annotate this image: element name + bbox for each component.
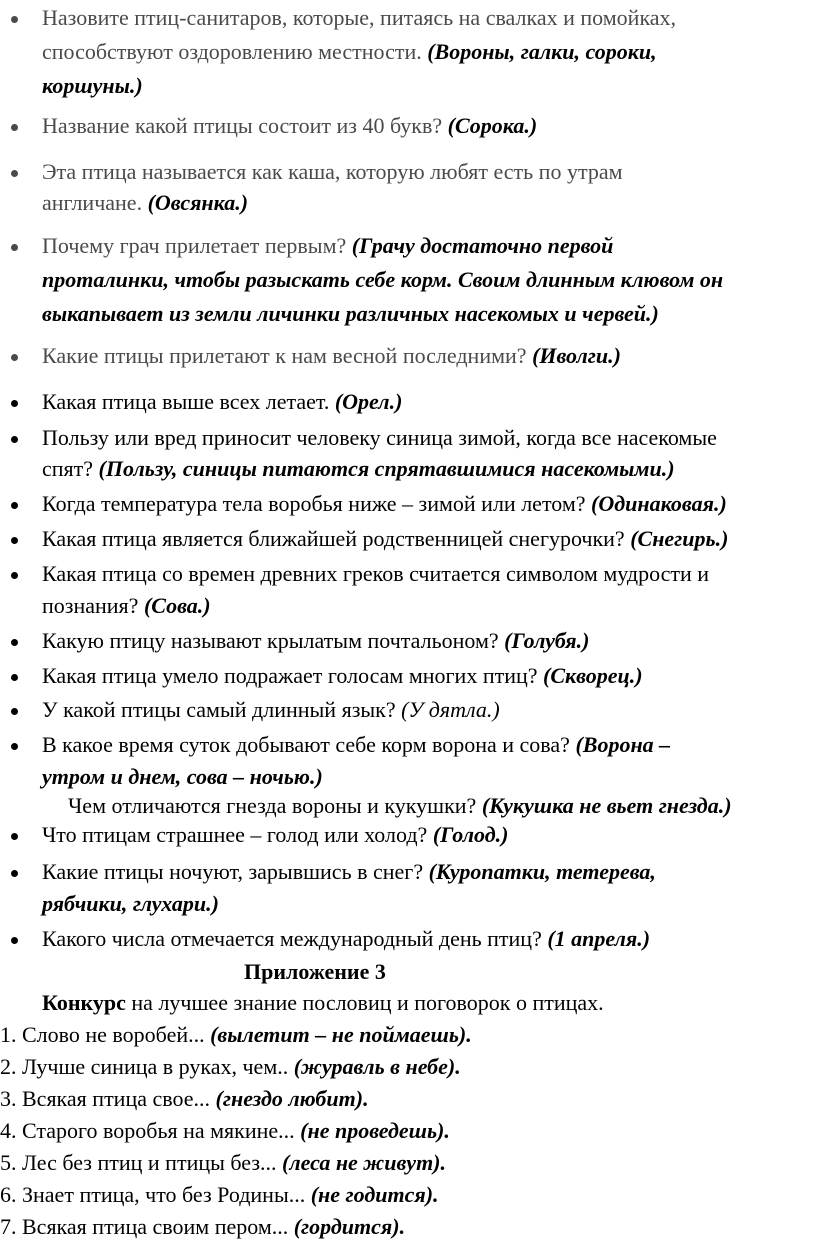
proverb-answer: (не проведешь). — [300, 1118, 450, 1143]
bullet-icon — [11, 639, 18, 646]
bullet-icon — [11, 708, 18, 715]
answer-text: (Овсянка.) — [147, 190, 249, 215]
bullet-icon — [11, 436, 18, 443]
answer-text: (Одинаковая.) — [591, 491, 727, 516]
answer-text: выкапывает из земли личинки различных насекомых и червей.) — [42, 301, 659, 326]
bullet-icon — [11, 674, 18, 681]
proverb-answer: (не годится). — [310, 1182, 439, 1207]
answer-text: (Сова.) — [143, 593, 211, 618]
contest-rest: на лучшее знание пословиц и поговорок о птицах. — [125, 990, 604, 1015]
question-text: Когда температура тела воробья ниже – зимой или летом? — [42, 491, 592, 516]
answer-text: коршуны.) — [42, 73, 143, 98]
question-text: англичане. — [42, 190, 148, 215]
proverb-item: 3. Всякая птица свое... (гнездо любит). — [0, 1086, 369, 1111]
question-text: Назовите птиц-санитаров, которые, питаясь на свалках и помойках, — [42, 5, 677, 30]
question-text: У какой птицы самый длинный язык? — [42, 697, 402, 722]
proverb-item: 6. Знает птица, что без Родины... (не годится). — [0, 1182, 439, 1207]
question-text: спят? — [42, 456, 99, 481]
question-text: Какая птица со времен древних греков считается символом мудрости и — [42, 561, 710, 586]
question-text: Какая птица выше всех летает. — [42, 389, 335, 414]
proverb-item: 5. Лес без птиц и птицы без... (леса не живут). — [0, 1150, 447, 1175]
question-text: Почему грач прилетает первым? — [42, 233, 352, 258]
answer-text: (Кукушка не вьет гнезда.) — [481, 793, 732, 818]
proverb-answer: (леса не живут). — [282, 1150, 447, 1175]
answer-text: (Орел.) — [334, 389, 403, 414]
answer-text: (Голод.) — [432, 822, 509, 847]
question-text: Эта птица называется как каша, которую любят есть по утрам — [42, 159, 623, 184]
answer-text: (Иволги.) — [532, 343, 621, 368]
bullet-icon — [11, 16, 18, 23]
proverb-item: 7. Всякая птица своим пером... (гордится). — [0, 1214, 406, 1239]
proverb-item: 2. Лучше синица в руках, чем.. (журавль в небе). — [0, 1054, 461, 1079]
question-text: Какого числа отмечается международный день птиц? — [42, 926, 548, 951]
proverb-answer: (журавль в небе). — [293, 1054, 461, 1079]
question-text: Чем отличаются гнезда вороны и кукушки? — [68, 793, 482, 818]
contest-bold: Конкурс — [42, 990, 126, 1015]
bullet-icon — [11, 870, 18, 877]
proverb-answer: (гнездо любит). — [215, 1086, 369, 1111]
bullet-icon — [11, 244, 18, 251]
contest-heading — [42, 987, 604, 1019]
bullet-icon — [11, 537, 18, 544]
proverb-answer: (гордится). — [293, 1214, 406, 1239]
bullet-icon — [11, 124, 18, 131]
answer-text: (Снегирь.) — [630, 526, 729, 551]
answer-text: рябчики, глухари.) — [42, 891, 219, 916]
question-text: Какую птицу называют крылатым почтальоном? — [42, 628, 505, 653]
question-text: познания? — [42, 593, 144, 618]
bullet-icon — [11, 572, 18, 579]
answer-text: (У дятла.) — [401, 697, 500, 722]
proverb-answer: (вылетит – не поймаешь). — [210, 1022, 472, 1047]
question-text: Какие птицы ночуют, зарывшись в снег? — [42, 859, 429, 884]
answer-text: (Пользу, синицы питаются спрятавшимися насекомыми.) — [98, 456, 675, 481]
answer-text: (1 апреля.) — [547, 926, 651, 951]
proverb-item: 1. Слово не воробей... (вылетит – не поймаешь). — [0, 1022, 472, 1047]
answer-text: (Куропатки, тетерева, — [428, 859, 656, 884]
answer-text: (Голубя.) — [504, 628, 590, 653]
bullet-icon — [11, 502, 18, 509]
question-text: Название какой птицы состоит из 40 букв? — [42, 113, 448, 138]
answer-text: (Вороны, галки, сороки, — [427, 39, 657, 64]
question-text: способствуют оздоровлению местности. — [42, 39, 428, 64]
bullet-icon — [11, 170, 18, 177]
answer-text: (Сорока.) — [447, 113, 538, 138]
question-text: Какие птицы прилетают к нам весной последними? — [42, 343, 533, 368]
appendix-title: Приложение 3 — [244, 959, 386, 984]
bullet-icon — [11, 937, 18, 944]
answer-text: (Грачу достаточно первой — [351, 233, 614, 258]
bullet-icon — [11, 743, 18, 750]
question-text: Пользу или вред приносит человеку синица зимой, когда все насекомые — [42, 425, 717, 450]
bullet-icon — [11, 354, 18, 361]
bullet-icon — [11, 400, 18, 407]
answer-text: утром и днем, сова – ночью.) — [42, 764, 323, 789]
bullet-icon — [11, 833, 18, 840]
answer-text: (Скворец.) — [543, 663, 643, 688]
question-text: В какое время суток добывают себе корм ворона и сова? — [42, 732, 576, 757]
answer-text: (Ворона – — [575, 732, 671, 757]
question-text: Что птицам страшнее – голод или холод? — [42, 822, 433, 847]
question-text: Какая птица является ближайшей родственницей снегурочки? — [42, 526, 631, 551]
proverb-item: 4. Старого воробья на мякине... (не проведешь). — [0, 1118, 450, 1143]
question-text: Какая птица умело подражает голосам многих птиц? — [42, 663, 544, 688]
answer-text: проталинки, чтобы разыскать себе корм. Своим длинным клювом он — [42, 267, 724, 292]
